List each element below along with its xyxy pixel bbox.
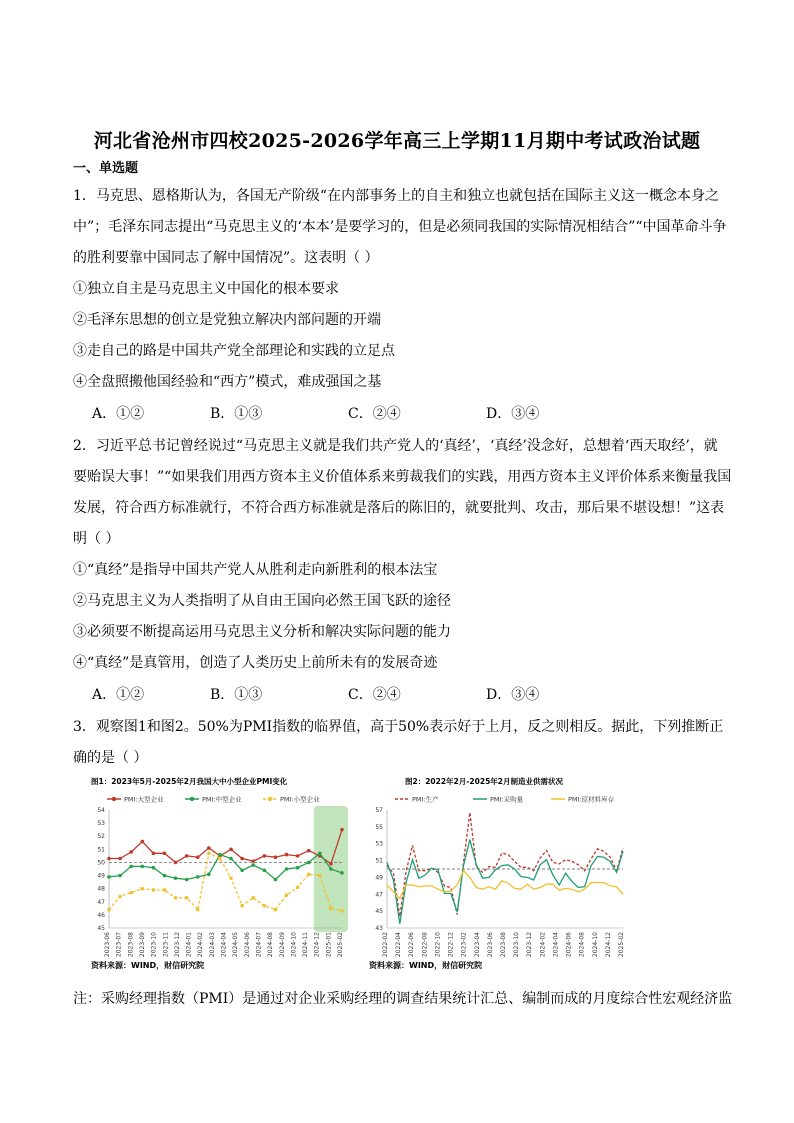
- y-tick-label: 47: [97, 898, 105, 906]
- document-title: 河北省沧州市四校2025-2026学年高三上学期11月期中考试政治试题: [93, 130, 701, 152]
- q3-text-line-2: 确的是（ ）: [73, 750, 148, 766]
- y-tick-label: 49: [375, 874, 383, 882]
- figure-2-chart: [365, 772, 650, 972]
- data-point: [329, 907, 333, 911]
- data-point: [207, 872, 211, 876]
- data-point: [307, 872, 311, 876]
- x-tick-label: 2024-12: [313, 932, 321, 958]
- x-tick-label: 2024-10: [591, 932, 599, 958]
- data-point: [163, 888, 167, 892]
- y-tick-label: 51: [375, 857, 383, 865]
- q2-text-line-1: 2．习近平总书记曾经说过“马克思主义就是我们共产党人的‘真经’，‘真经’没念好，总想着‘西天取经’，就: [73, 438, 718, 454]
- x-tick-label: 2023-12: [173, 932, 181, 958]
- figure-1: [87, 772, 372, 972]
- data-point: [329, 867, 333, 871]
- data-point: [229, 876, 233, 880]
- data-point: [207, 846, 211, 850]
- x-tick-label: 2023-12: [526, 932, 534, 958]
- legend-label: PMI:生产: [412, 795, 439, 804]
- data-point: [285, 853, 289, 857]
- data-point: [185, 854, 189, 858]
- q1-statement-1: ①独立自主是马克思主义中国化的根本要求: [73, 281, 339, 297]
- data-point: [163, 851, 167, 855]
- q3-note: 注：采购经理指数（PMI）是通过对企业采购经理的调查结果统计汇总、编制而成的月度综合性宏观经济监: [73, 991, 733, 1007]
- q2-statement-2: ②马克思主义为人类指明了从自由王国向必然王国飞跃的途径: [73, 593, 451, 609]
- y-tick-label: 57: [375, 807, 383, 814]
- data-point: [152, 888, 156, 892]
- data-point: [229, 857, 233, 861]
- q1-text-line-2: 中”；毛泽东同志提出“马克思主义的‘本本’是要学习的，但是必须同我国的实际情况相结合”“中国革命斗争: [73, 219, 727, 235]
- x-tick-label: 2023-04: [473, 932, 481, 958]
- data-point: [263, 904, 267, 908]
- data-point: [152, 851, 156, 855]
- data-point: [174, 876, 178, 880]
- y-tick-label: 52: [97, 833, 105, 841]
- data-point: [340, 828, 344, 832]
- section-heading: 一、单选题: [73, 161, 139, 176]
- x-tick-label: 2023-02: [460, 932, 468, 958]
- y-tick-label: 48: [97, 885, 105, 893]
- x-tick-label: 2024-12: [604, 932, 612, 958]
- q1-option-c[interactable]: C．②④: [348, 406, 401, 422]
- data-point: [152, 866, 156, 870]
- data-point: [240, 869, 244, 873]
- data-point: [196, 855, 200, 859]
- data-point: [318, 851, 322, 855]
- data-point: [185, 896, 189, 900]
- legend-marker: [112, 797, 116, 801]
- x-tick-label: 2023-08: [500, 932, 507, 958]
- q1-text-line-1: 1．马克思、恩格斯认为，各国无产阶级“在内部事务上的自主和独立也就包括在国际主义这一概念本身之: [73, 188, 720, 204]
- q1-statement-2: ②毛泽东思想的创立是党独立解决内部问题的开端: [73, 312, 381, 328]
- data-point: [140, 840, 144, 844]
- data-point: [274, 855, 278, 859]
- data-point: [296, 886, 300, 890]
- data-point: [285, 893, 289, 897]
- q2-option-b[interactable]: B．①③: [210, 687, 263, 703]
- data-point: [196, 908, 200, 912]
- x-tick-label: 2024-11: [302, 932, 310, 958]
- y-tick-label: 49: [97, 872, 105, 880]
- data-point: [340, 871, 344, 875]
- y-tick-label: 53: [375, 840, 383, 848]
- q2-text-line-3: 发展，符合西方标准就行，不符合西方标准就是落后的陈旧的，就要批判、攻击，那后果不堪设想！”这表: [73, 500, 725, 516]
- q1-statement-4: ④全盘照搬他国经验和“西方”模式，难成强国之基: [73, 374, 382, 390]
- data-point: [107, 857, 111, 861]
- x-tick-label: 2022-02: [382, 932, 389, 958]
- data-point: [307, 861, 311, 865]
- q1-option-a[interactable]: A．①②: [92, 406, 145, 422]
- data-point: [240, 904, 244, 908]
- x-tick-label: 2023-10: [513, 932, 521, 958]
- data-point: [229, 848, 233, 852]
- legend-label: PMI:大型企业: [124, 795, 164, 804]
- legend-marker: [268, 797, 272, 801]
- data-point: [118, 857, 122, 861]
- data-point: [274, 908, 278, 912]
- data-point: [140, 865, 144, 869]
- data-point: [263, 854, 267, 858]
- data-point: [107, 875, 111, 879]
- x-tick-label: 2024-03: [208, 932, 216, 958]
- data-point: [118, 874, 122, 878]
- x-tick-label: 2024-02: [197, 932, 205, 958]
- chart-source: 资料来源：WIND，财信研究院: [91, 961, 205, 970]
- data-point: [296, 866, 300, 870]
- y-tick-label: 46: [97, 911, 105, 919]
- q2-text-line-2: 要贻误大事！”“如果我们用西方资本主义价值体系来剪裁我们的实践，用西方资本主义评价体系来衡量我国: [73, 469, 732, 485]
- q2-statement-1: ①“真经”是指导中国共产党人从胜利走向新胜利的根本法宝: [73, 562, 438, 578]
- data-point: [218, 857, 222, 861]
- x-tick-label: 2023-06: [486, 932, 494, 958]
- data-point: [129, 850, 133, 854]
- data-point: [207, 851, 211, 855]
- data-point: [285, 867, 289, 871]
- x-tick-label: 2022-08: [421, 932, 429, 958]
- legend-label: PMI:小型企业: [280, 795, 320, 804]
- series-line-3: [387, 871, 623, 899]
- data-point: [251, 859, 255, 863]
- q2-statement-3: ③必须要不断提高运用马克思主义分析和解决实际问题的能力: [73, 624, 451, 640]
- data-point: [296, 854, 300, 858]
- y-tick-label: 54: [97, 807, 105, 814]
- data-point: [263, 869, 267, 873]
- x-tick-label: 2022-12: [447, 932, 455, 958]
- data-point: [185, 878, 189, 882]
- x-tick-label: 2024-04: [552, 932, 560, 958]
- y-tick-label: 43: [375, 925, 383, 932]
- q2-statement-4: ④“真经”是真管用，创造了人类历史上前所未有的发展奇迹: [73, 655, 438, 671]
- data-point: [174, 861, 178, 865]
- q2-option-a[interactable]: A．①②: [92, 687, 145, 703]
- y-tick-label: 51: [97, 846, 105, 854]
- data-point: [251, 896, 255, 900]
- data-point: [274, 878, 278, 882]
- figure-1-chart: [87, 772, 372, 972]
- y-tick-label: 53: [97, 820, 105, 828]
- data-point: [307, 849, 311, 853]
- series-line-1: [387, 813, 623, 917]
- chart-title: 图2：2022年2月-2025年2月制造业供需状况: [405, 777, 564, 786]
- x-tick-label: 2024-02: [539, 932, 547, 958]
- x-tick-label: 2023-11: [162, 932, 170, 958]
- data-point: [107, 908, 111, 912]
- q1-option-b[interactable]: B．①③: [210, 406, 263, 422]
- x-tick-label: 2024-08: [578, 932, 586, 958]
- data-point: [318, 874, 322, 878]
- x-tick-label: 2023-07: [115, 932, 123, 958]
- data-point: [118, 895, 122, 899]
- x-tick-label: 2024-07: [255, 932, 263, 958]
- q1-text-line-3: 的胜利要靠中国同志了解中国情况”。这表明（ ）: [73, 250, 379, 266]
- q1-option-d[interactable]: D．③④: [486, 406, 540, 422]
- data-point: [240, 857, 244, 861]
- q2-option-c[interactable]: C．②④: [348, 687, 401, 703]
- x-tick-label: 2023-06: [104, 932, 111, 958]
- data-point: [196, 875, 200, 879]
- y-tick-label: 55: [375, 823, 383, 831]
- x-tick-label: 2023-08: [127, 932, 135, 958]
- data-point: [340, 909, 344, 913]
- figure-2: [365, 772, 650, 972]
- x-tick-label: 2024-01: [185, 932, 193, 958]
- x-tick-label: 2024-05: [232, 932, 240, 958]
- y-tick-label: 50: [97, 859, 105, 867]
- x-tick-label: 2024-06: [565, 932, 573, 958]
- x-tick-label: 2025-02: [337, 932, 344, 958]
- x-tick-label: 2024-10: [290, 932, 298, 958]
- series-line-1: [109, 830, 342, 864]
- x-tick-label: 2023-10: [150, 932, 158, 958]
- data-point: [329, 862, 333, 866]
- x-tick-label: 2023-09: [138, 932, 146, 958]
- x-tick-label: 2025-01: [325, 932, 333, 958]
- chart-title: 图1：2023年5月-2025年2月我国大中小型企业PMI变化: [91, 777, 288, 786]
- data-point: [129, 865, 133, 869]
- x-tick-label: 2024-09: [278, 932, 286, 958]
- q1-statement-3: ③走自己的路是中国共产党全部理论和实践的立足点: [73, 343, 395, 359]
- x-tick-label: 2022-04: [395, 932, 403, 958]
- x-tick-label: 2024-08: [267, 932, 275, 958]
- x-tick-label: 2024-06: [243, 932, 251, 958]
- data-point: [129, 891, 133, 895]
- y-tick-label: 47: [375, 891, 383, 899]
- x-tick-label: 2022-06: [408, 932, 416, 958]
- legend-marker: [190, 797, 194, 801]
- chart-source: 资料来源：WIND，财信研究院: [369, 961, 483, 970]
- data-point: [140, 887, 144, 891]
- data-point: [163, 874, 167, 878]
- q2-text-line-4: 明（ ）: [73, 531, 120, 547]
- x-tick-label: 2025-02: [618, 932, 625, 958]
- q2-option-d[interactable]: D．③④: [486, 687, 540, 703]
- y-tick-label: 45: [375, 908, 383, 916]
- data-point: [174, 896, 178, 900]
- legend-label: PMI:中型企业: [202, 795, 242, 804]
- legend-label: PMI:采购量: [490, 795, 524, 804]
- x-tick-label: 2022-10: [434, 932, 442, 958]
- y-tick-label: 45: [97, 925, 105, 932]
- x-tick-label: 2024-04: [220, 932, 228, 958]
- q3-text-line-1: 3．观察图1和图2。50%为PMI指数的临界值，高于50%表示好于上月，反之则相反。据此，下列推断正: [73, 719, 724, 735]
- data-point: [218, 853, 222, 857]
- data-point: [251, 863, 255, 867]
- legend-label: PMI:原材料库存: [568, 795, 615, 804]
